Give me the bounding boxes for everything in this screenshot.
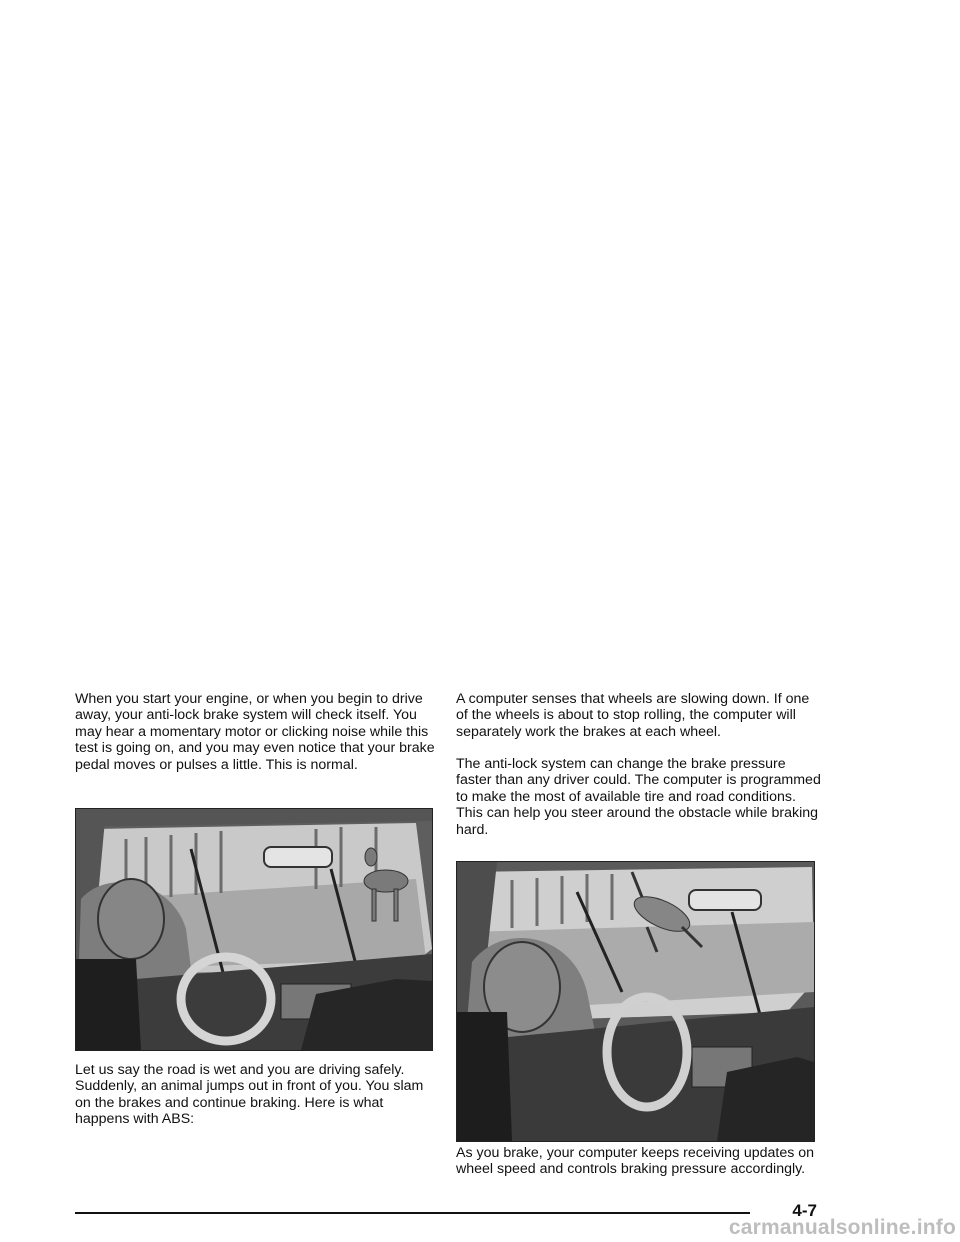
computer-senses-paragraph: A computer senses that wheels are slowing down. If one of the wheels is about to stop rolling, the computer will separately work the brakes at each wheel. xyxy=(456,691,810,740)
updates-paragraph: As you brake, your computer keeps receiving updates on wheel speed and controls braking pressure accordingly. xyxy=(456,1145,815,1178)
anti-lock-system-paragraph: The anti-lock system can change the brake pressure faster than any driver could. The computer is programmed to make the most of available tire and road conditions. This can help you steer around the obstacle while braking hard. xyxy=(456,756,821,838)
watermark: carmanualsonline.info xyxy=(728,1216,956,1239)
driver-braking-deer-jumping-illustration xyxy=(456,861,815,1142)
driver-sees-deer-illustration xyxy=(75,808,433,1051)
scenario-paragraph: Let us say the road is wet and you are driving safely. Suddenly, an animal jumps out in front of you. You slam on the brakes and continue braking. Here is what happens with ABS: xyxy=(75,1062,424,1128)
intro-paragraph: When you start your engine, or when you begin to drive away, your anti-lock brake system will check itself. You may hear a momentary motor or clicking noise while this test is going on, and you may even notice that your brake pedal moves or pulses a little. This is normal. xyxy=(75,691,435,773)
footer-rule xyxy=(75,1212,750,1214)
page-number: 4-7 xyxy=(792,1201,817,1220)
